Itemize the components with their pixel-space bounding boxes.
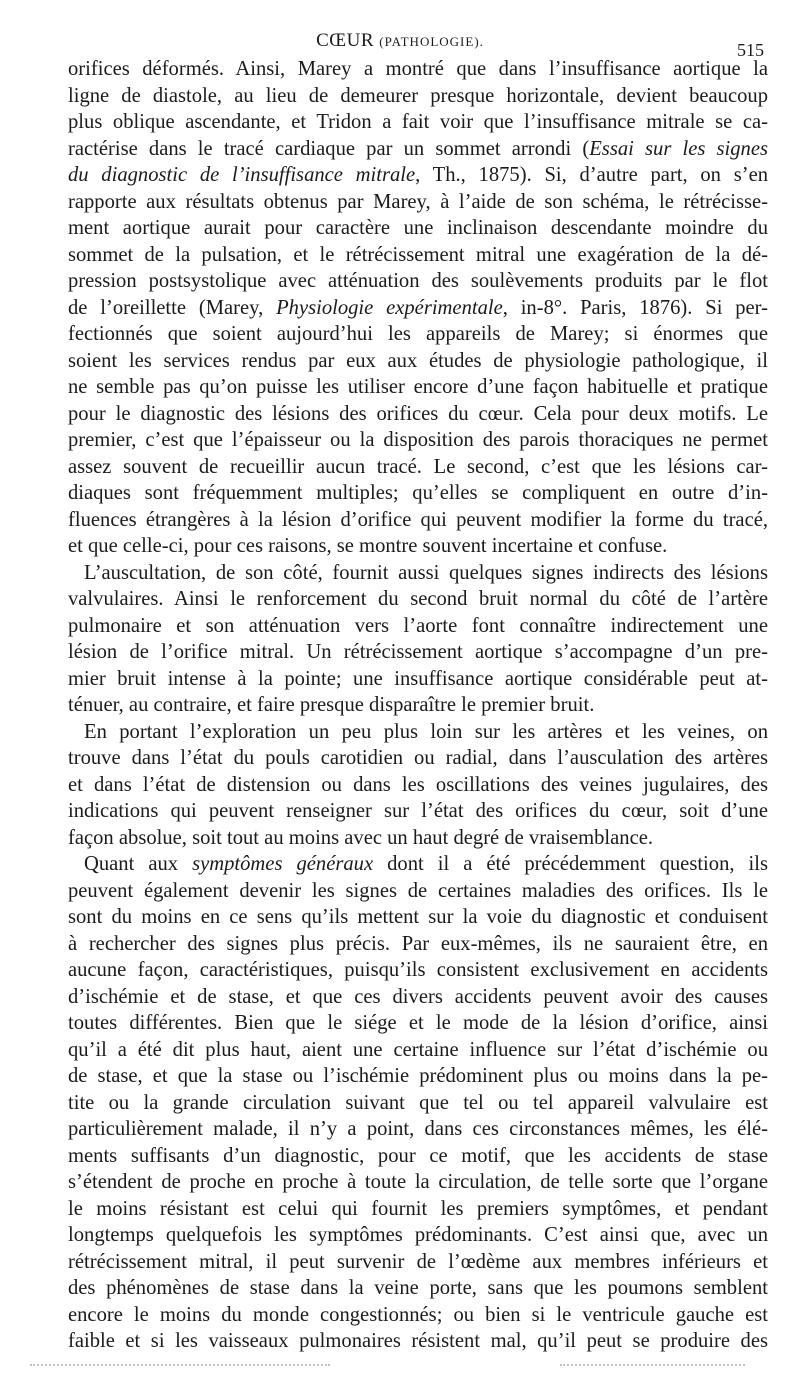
text-run: trouve dans l’état du pouls carotidien ou radial, dans l’ausculation des artères <box>68 747 768 769</box>
text-line <box>68 136 768 163</box>
footer-print-mark-left <box>30 1364 330 1370</box>
text-run: ment aortique aurait pour caractère une inclinaison descendante moindre du <box>68 217 768 239</box>
text-run: sont du moins en ce sens qu’ils mettent sur la voie du diagnostic et conduisent <box>68 906 768 928</box>
text-run: ligne de diastole, au lieu de demeurer presque horizontale, devient beaucoup <box>68 84 768 107</box>
text-line <box>68 560 768 587</box>
text-line <box>68 957 768 984</box>
text-run: L’auscultation, de son côté, fournit aussi quelques signes indirects des lésions <box>84 561 768 584</box>
text-run: ractérise dans le tracé cardiaque par un sommet arrondi ( <box>68 137 590 160</box>
text-line <box>68 878 768 905</box>
text-line <box>68 56 768 83</box>
text-line <box>68 507 768 534</box>
text-line <box>68 162 768 189</box>
text-run: fluences étrangères à la lésion d’orifice qui peuvent modifier la forme du tracé, <box>68 508 768 531</box>
text-line <box>68 586 768 613</box>
text-run: pulmonaire et son atténuation vers l’aorte font connaître indirectement une <box>68 614 768 637</box>
text-line <box>68 692 768 719</box>
text-run: ténuer, au contraire, et faire presque disparaître le premier bruit. <box>68 694 595 716</box>
text-run: pour le diagnostic des lésions des orifices du cœur. Cela pour deux motifs. Le <box>68 402 768 425</box>
italic-title: du diagnostic de l’insuffisance mitrale <box>68 164 416 186</box>
text-line <box>68 348 768 375</box>
text-run: particulièrement malade, il n’y a point, dans ces circonstances mêmes, les élé- <box>68 1118 768 1140</box>
text-line <box>68 427 768 454</box>
text-line <box>68 401 768 428</box>
text-line <box>68 1090 768 1117</box>
text-line <box>68 772 768 799</box>
text-line <box>68 666 768 693</box>
text-line <box>68 1275 768 1302</box>
text-run: , Th., 1875). Si, d’autre part, on s’en <box>415 164 768 186</box>
text-line <box>68 984 768 1011</box>
text-line <box>68 374 768 401</box>
text-run: indications qui peuvent renseigner sur l’état des orifices du cœur, soit d’une <box>68 800 768 822</box>
text-run: sommet de la pulsation, et le rétrécissement mitral une exagération de la dé- <box>68 243 768 266</box>
text-line <box>68 109 768 136</box>
text-line <box>68 798 768 825</box>
text-line <box>68 639 768 666</box>
text-line <box>68 1143 768 1170</box>
text-run: façon absolue, soit tout au moins avec un haut degré de vraisemblance. <box>68 826 654 849</box>
text-line <box>68 1116 768 1143</box>
text-line <box>68 295 768 322</box>
text-line <box>68 480 768 507</box>
text-line <box>68 613 768 640</box>
text-run: tite ou la grande circulation suivant que tel ou tel appareil valvulaire est <box>68 1091 768 1114</box>
text-line <box>68 904 768 931</box>
text-run: peuvent également devenir les signes de certaines maladies des orifices. Ils le <box>68 879 768 902</box>
text-run: qu’il a été dit plus haut, aient une certaine influence sur l’état d’ischémie ou <box>68 1038 768 1061</box>
text-line <box>68 242 768 269</box>
text-line <box>68 745 768 772</box>
text-run: le moins résistant est celui qui fournit les premiers symptômes, et pendant <box>68 1197 768 1220</box>
text-run: dont il a été précédemment question, ils <box>373 853 768 875</box>
text-run: aucune façon, caractéristiques, puisqu’ils consistent exclusivement en accidents <box>68 959 768 981</box>
text-line <box>68 268 768 295</box>
text-line <box>68 1249 768 1276</box>
text-run: mier bruit intense à la pointe; une insuffisance aortique considérable peut at- <box>68 667 768 690</box>
italic-title: Physiologie expérimentale <box>276 296 503 319</box>
footer-print-mark-right <box>560 1364 745 1370</box>
text-line <box>68 1328 768 1355</box>
text-run: valvulaires. Ainsi le renforcement du second bruit normal du côté de l’artère <box>68 588 768 610</box>
text-run: encore le moins du monde congestionnés; ou bien si le ventricule gauche est <box>68 1303 768 1326</box>
text-run: rapporte aux résultats obtenus par Marey, à l’aide de son schéma, le rétrécisse- <box>68 190 768 213</box>
text-line <box>68 189 768 216</box>
text-run: des phénomènes de stase dans la veine porte, sans que les poumons semblent <box>68 1277 768 1299</box>
text-run: ments suffisants d’un diagnostic, pour ce motif, que les accidents de stase <box>68 1144 768 1167</box>
text-run: orifices déformés. Ainsi, Marey a montré que dans l’insuffisance aortique la <box>68 58 768 80</box>
text-run: s’étendent de proche en proche à toute la circulation, de telle sorte que l’organe <box>68 1171 768 1193</box>
text-line <box>68 321 768 348</box>
text-run: pression postsystolique avec atténuation des soulèvements produits par le flot <box>68 270 768 292</box>
text-run: faible et si les vaisseaux pulmonaires résistent mal, qu’il peut se produire des <box>68 1330 768 1352</box>
text-run: fectionnés que soient aujourd’hui les appareils de Marey; si énormes que <box>68 323 768 345</box>
text-run: rétrécissement mitral, il peut survenir de l’œdème aux membres inférieurs et <box>68 1250 768 1273</box>
text-run: et dans l’état de distension ou dans les oscillations des veines jugulaires, des <box>68 773 768 796</box>
text-run: assez souvent de recueillir aucun tracé. Le second, c’est que les lésions car- <box>68 455 768 478</box>
text-line <box>68 1063 768 1090</box>
text-run: , in-8°. Paris, 1876). Si per- <box>502 296 768 319</box>
text-run: de l’oreillette (Marey, <box>68 296 277 319</box>
text-run: Quant aux <box>84 853 193 875</box>
text-line <box>68 719 768 746</box>
text-line <box>68 1222 768 1249</box>
text-line <box>68 83 768 110</box>
body-text <box>68 56 768 1355</box>
text-run: et que celle-ci, pour ces raisons, se montre souvent incertaine et confuse. <box>68 535 668 557</box>
text-run: de stase, et que la stase ou l’ischémie prédominent plus ou moins dans la pe- <box>68 1065 768 1087</box>
page-number: 515 <box>737 40 764 60</box>
text-run: diaques sont fréquemment multiples; qu’elles se compliquent en outre d’in- <box>68 482 768 504</box>
text-run: longtemps quelquefois les symptômes prédominants. C’est ainsi que, avec un <box>68 1224 768 1246</box>
text-run: lésion de l’orifice mitral. Un rétrécissement aortique s’accompagne d’un pre- <box>68 641 768 663</box>
running-header <box>0 30 800 60</box>
text-line <box>68 215 768 242</box>
text-line <box>68 1302 768 1329</box>
text-run: ne semble pas qu’on puisse les utiliser encore d’une façon habituelle et pratique <box>68 376 768 398</box>
text-run: En portant l’exploration un peu plus loin sur les artères et les veines, on <box>84 720 768 743</box>
text-line <box>68 931 768 958</box>
text-run: à rechercher des signes plus précis. Par eux-mêmes, ils ne sauraient être, en <box>68 932 768 955</box>
text-line <box>68 1010 768 1037</box>
text-run: premier, c’est que l’épaisseur ou la disposition des parois thoraciques ne permet <box>68 429 768 451</box>
text-line <box>68 454 768 481</box>
text-line <box>68 825 768 852</box>
text-run: d’ischémie et de stase, et que ces divers accidents peuvent avoir des causes <box>68 985 768 1008</box>
italic-title: Essai sur les signes <box>589 137 769 160</box>
text-run: plus oblique ascendante, et Tridon a fait voir que l’insuffisance mitrale se ca- <box>68 111 768 133</box>
text-line <box>68 533 768 560</box>
text-line <box>68 1196 768 1223</box>
text-run: toutes différentes. Bien que le siége et le mode de la lésion d’orifice, ainsi <box>68 1012 768 1034</box>
italic-title: symptômes généraux <box>192 853 374 875</box>
text-line <box>68 1169 768 1196</box>
running-title <box>0 30 800 52</box>
text-run: soient les services rendus par eux aux études de physiologie pathologique, il <box>68 349 768 372</box>
text-line <box>68 1037 768 1064</box>
running-title-main: CŒUR <box>316 30 375 51</box>
running-title-subtitle: (PATHOLOGIE). <box>379 34 484 49</box>
text-line <box>68 851 768 878</box>
